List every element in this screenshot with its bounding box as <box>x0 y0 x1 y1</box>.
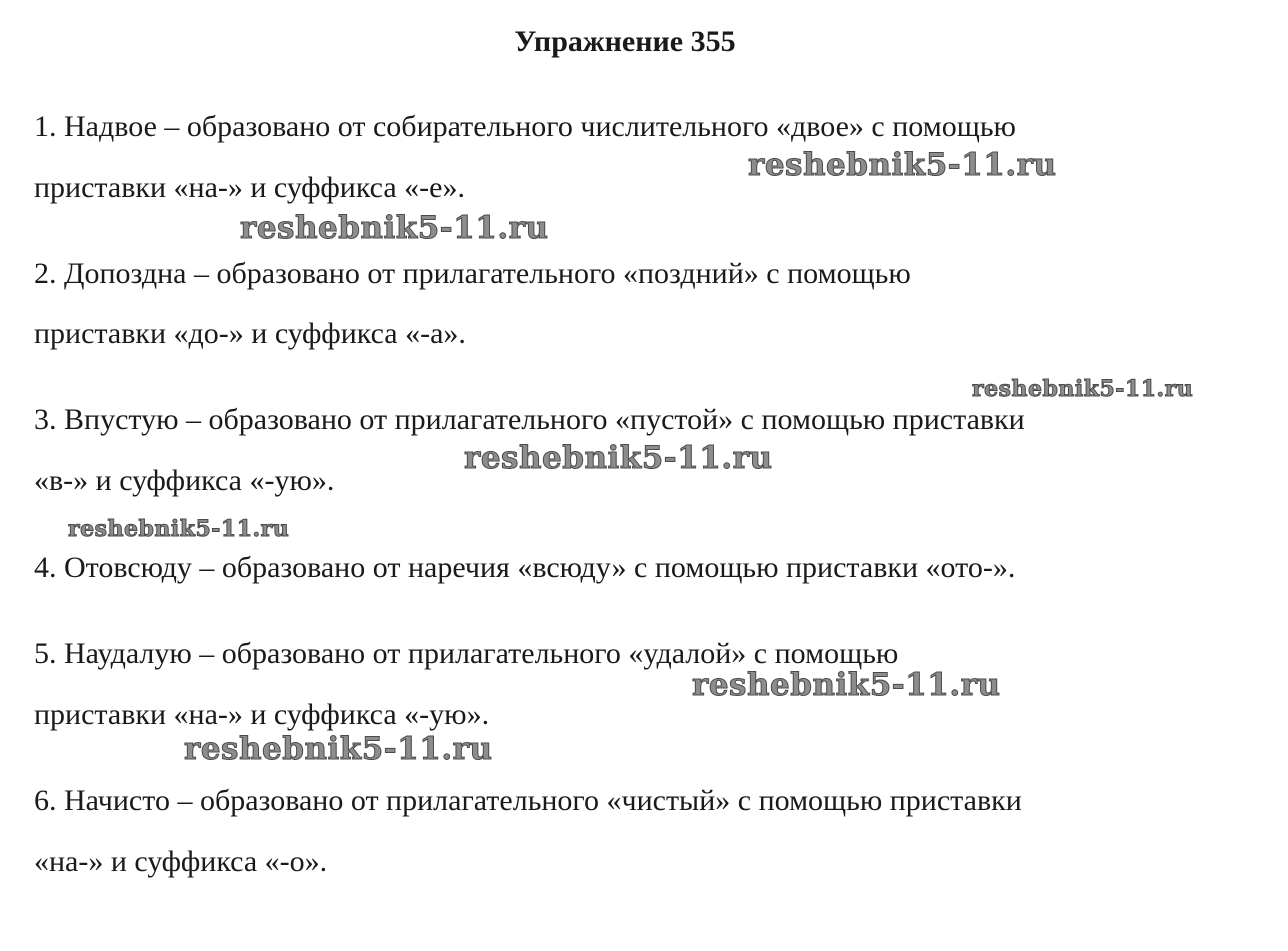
watermark: reshebnik5-11.ru <box>184 731 493 767</box>
item-4-line-1: 4. Отовсюду – образовано от наречия «всюду» с помощью приставки «ото-». <box>34 551 1016 584</box>
watermark: reshebnik5-11.ru <box>692 667 1001 703</box>
watermark: reshebnik5-11.ru <box>240 210 549 246</box>
watermark: reshebnik5-11.ru <box>972 376 1194 402</box>
item-6-line-1: 6. Начисто – образовано от прилагательного «чистый» с помощью приставки <box>34 784 1022 817</box>
page-title: Упражнение 355 <box>514 25 736 58</box>
item-2-line-1: 2. Допоздна – образовано от прилагательного «поздний» с помощью <box>34 257 911 290</box>
item-5-line-2: приставки «на-» и суффикса «-ую». <box>34 698 490 731</box>
watermark: reshebnik5-11.ru <box>748 147 1057 183</box>
item-2-line-2: приставки «до-» и суффикса «-а». <box>34 317 466 350</box>
watermark: reshebnik5-11.ru <box>68 516 290 542</box>
watermark: reshebnik5-11.ru <box>464 440 773 476</box>
item-3-line-2: «в-» и суффикса «-ую». <box>34 464 335 497</box>
item-6-line-2: «на-» и суффикса «-о». <box>34 845 328 878</box>
item-5-line-1: 5. Наудалую – образовано от прилагательного «удалой» с помощью <box>34 637 899 670</box>
item-1-line-1: 1. Надвое – образовано от собирательного числительного «двое» с помощью <box>34 110 1016 143</box>
item-3-line-1: 3. Впустую – образовано от прилагательного «пустой» с помощью приставки <box>34 403 1025 436</box>
item-1-line-2: приставки «на-» и суффикса «-е». <box>34 171 465 204</box>
